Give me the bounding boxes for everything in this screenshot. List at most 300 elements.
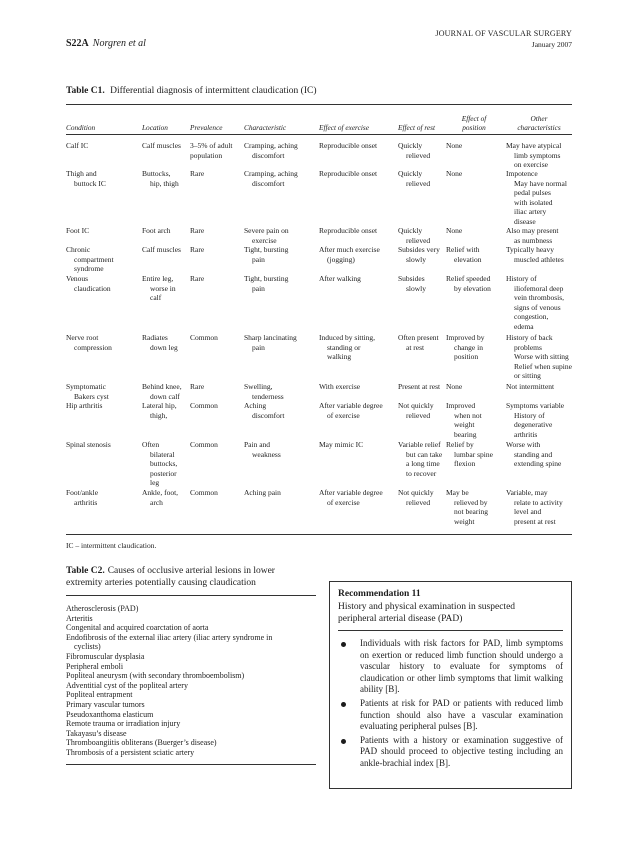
cell-line: of exercise — [327, 410, 360, 420]
cell-line: Worse with sitting — [514, 352, 569, 361]
cell-line: syndrome — [74, 264, 104, 273]
cell-line: Relief speeded — [446, 274, 491, 283]
list-item: cyclists) — [74, 642, 101, 652]
list-item: Primary vascular tumors — [66, 699, 145, 709]
table-c2-top-rule — [66, 595, 316, 596]
cell-line: Ankle, foot, — [142, 488, 179, 497]
cell-line: hip, thigh — [150, 178, 179, 188]
cell-prevalence — [190, 226, 244, 236]
cell-line: Also may present — [506, 226, 559, 235]
cell-line: Improved — [446, 401, 476, 410]
cell-line: Reproducible onset — [319, 226, 378, 235]
cell-line: as numbness — [514, 235, 553, 245]
recommendation-subtitle-line2: peripheral arterial disease (PAD) — [338, 614, 463, 624]
cell-line: Common — [190, 488, 218, 497]
cell-line: May have atypical — [506, 141, 562, 150]
cell-rest — [398, 141, 448, 160]
table-c1-footnote: IC – intermittent claudication. — [66, 541, 157, 550]
cell-line: relieved — [406, 410, 431, 420]
table-c1-bottom-rule — [66, 534, 572, 535]
cell-line: Aching — [244, 401, 267, 410]
cell-line: May mimic IC — [319, 440, 364, 449]
cell-line: Swelling, — [244, 382, 273, 391]
cell-line: Sharp lancinating — [244, 333, 297, 342]
table-c1-top-rule — [66, 104, 572, 105]
table-c2-list — [66, 604, 316, 758]
cell-line: buttocks, — [150, 459, 178, 468]
cell-line: May be — [446, 488, 469, 497]
cell-line: Severe pain on — [244, 226, 289, 235]
cell-line: tenderness — [252, 391, 284, 401]
recommendation-bullet — [338, 735, 563, 770]
cell-line: exercise — [252, 235, 277, 245]
cell-line: None — [446, 382, 463, 391]
cell-rest — [398, 488, 448, 507]
table-c1-title: Differential diagnosis of intermittent claudication (IC) — [110, 86, 317, 96]
cell-line: Venous — [66, 274, 89, 283]
cell-line: not bearing — [454, 507, 488, 516]
table-c1-header-rule — [66, 134, 572, 135]
cell-line: by elevation — [454, 283, 491, 293]
cell-line: Impotence — [506, 169, 538, 178]
cell-line: Calf muscles — [142, 245, 181, 254]
recommendation-bullet-text: Individuals with risk factors for PAD, limb symptoms on exertion or reduced limb function should undergo a vascular history to evaluate for symptoms of claudication or other limb symptoms that limit walking ability [B]. — [360, 638, 563, 695]
cell-line: down calf — [150, 391, 180, 401]
list-item: Adventitial cyst of the popliteal artery — [66, 680, 188, 690]
cell-line: Rare — [190, 226, 205, 235]
cell-line: standing or — [327, 342, 361, 352]
page-number: S22A — [66, 38, 89, 49]
cell-characteristic — [244, 382, 316, 401]
cell-line: Lateral hip, — [142, 401, 177, 410]
header-characteristic: Characteristic — [244, 122, 287, 132]
cell-line: standing and — [514, 449, 553, 459]
cell-line: After much exercise — [319, 245, 380, 254]
recommendation-bullet-text: Patients with a history or examination suggestive of PAD should proceed to objective testing including an ankle-brachial index [B]. — [360, 734, 563, 768]
cell-line: History of back — [506, 333, 553, 342]
cell-position — [446, 274, 504, 293]
journal-name: JOURNAL OF VASCULAR SURGERY — [435, 29, 572, 38]
cell-line: Worse with — [506, 440, 541, 449]
recommendation-rule — [338, 630, 563, 631]
cell-line: Chronic — [66, 245, 91, 254]
cell-line: thigh, — [150, 410, 168, 420]
cell-location — [142, 333, 190, 352]
cell-line: None — [446, 226, 463, 235]
cell-prevalence — [190, 488, 244, 498]
cell-exercise — [319, 245, 397, 264]
cell-line: relieved by — [454, 497, 488, 507]
cell-line: posterior — [150, 468, 177, 478]
cell-exercise — [319, 382, 397, 392]
cell-other — [506, 141, 572, 170]
cell-prevalence — [190, 245, 244, 255]
cell-exercise — [319, 226, 397, 236]
cell-line: 3–5% of adult — [190, 141, 233, 150]
authors: Norgren et al — [92, 38, 146, 49]
recommendation-subtitle-line1: History and physical examination in suspected — [338, 602, 516, 612]
cell-characteristic — [244, 226, 316, 245]
cell-other — [506, 488, 572, 526]
cell-line: level and — [514, 507, 542, 516]
cell-line: Variable relief — [398, 440, 441, 449]
cell-position — [446, 401, 504, 439]
header-effect-rest: Effect of rest — [398, 122, 436, 132]
cell-line: buttock IC — [74, 178, 106, 188]
cell-prevalence — [190, 169, 244, 179]
cell-position — [446, 245, 504, 264]
header-other — [506, 115, 572, 132]
cell-line: Spinal stenosis — [66, 440, 111, 449]
cell-line: Relief when supine — [514, 361, 572, 371]
cell-line: muscled athletes — [514, 254, 564, 264]
cell-line: History of — [506, 274, 537, 283]
cell-rest — [398, 401, 448, 420]
cell-position — [446, 488, 504, 526]
cell-exercise — [319, 169, 397, 179]
cell-other — [506, 245, 572, 264]
cell-characteristic — [244, 245, 316, 264]
cell-location — [142, 226, 190, 236]
cell-line: Induced by sitting, — [319, 333, 376, 342]
cell-line: arthritis — [514, 429, 538, 439]
issue-date: January 2007 — [531, 40, 572, 49]
cell-exercise — [319, 401, 397, 420]
cell-line: Quickly — [398, 169, 423, 178]
cell-line: pain — [252, 283, 265, 293]
cell-line: iliac artery — [514, 207, 547, 216]
bullet-icon — [341, 642, 346, 647]
cell-line: Typically heavy — [506, 245, 554, 254]
header-location: Location — [142, 122, 168, 132]
cell-line: Symptoms variable — [506, 401, 565, 410]
cell-line: Radiates — [142, 333, 168, 342]
cell-line: Often present — [398, 333, 439, 342]
cell-line: weight — [454, 516, 475, 526]
cell-line: relieved — [406, 150, 431, 160]
cell-line: flexion — [454, 459, 476, 468]
cell-line: discomfort — [252, 150, 285, 160]
cell-line: Often — [142, 440, 160, 449]
cell-location — [142, 245, 190, 255]
cell-line: extending spine — [514, 459, 562, 468]
cell-line: Thigh and — [66, 169, 97, 178]
header-prevalence: Prevalence — [190, 122, 223, 132]
header-effect-position-line1: Effect of — [461, 114, 487, 123]
cell-line: pain — [252, 254, 265, 264]
bullet-icon — [341, 739, 346, 744]
cell-line: when not — [454, 410, 482, 420]
cell-line: May have normal — [514, 178, 567, 188]
cell-line: Rare — [190, 382, 205, 391]
cell-line: Symptomatic — [66, 382, 106, 391]
recommendation-title: Recommendation 11 — [338, 589, 421, 599]
recommendation-box — [329, 581, 572, 789]
cell-line: Tight, bursting — [244, 245, 289, 254]
cell-rest — [398, 274, 448, 293]
list-item: Fibromuscular dysplasia — [66, 651, 145, 661]
cell-line: Variable, may — [506, 488, 548, 497]
cell-line: signs of venous — [514, 302, 561, 312]
cell-line: Foot arch — [142, 226, 171, 235]
cell-line: arthritis — [74, 497, 98, 507]
cell-line: Not quickly — [398, 401, 434, 410]
cell-line: Quickly — [398, 226, 423, 235]
cell-location — [142, 141, 190, 151]
cell-condition — [66, 440, 140, 450]
cell-condition — [66, 382, 140, 401]
cell-line: Subsides — [398, 274, 425, 283]
cell-rest — [398, 333, 448, 352]
list-item: Atherosclerosis (PAD) — [66, 604, 139, 613]
cell-line: vein thrombosis, — [514, 293, 564, 302]
cell-line: pain — [252, 342, 265, 352]
cell-line: of exercise — [327, 497, 360, 507]
cell-line: a long time — [406, 459, 440, 468]
table-c1-caption — [66, 86, 316, 96]
cell-rest — [398, 440, 448, 478]
cell-line: Common — [190, 440, 218, 449]
cell-line: position — [454, 352, 479, 361]
recommendation-bullet — [338, 698, 563, 733]
cell-line: Buttocks, — [142, 169, 171, 178]
cell-line: Entire leg, — [142, 274, 174, 283]
table-c2-title-line1: Causes of occlusive arterial lesions in lower — [107, 566, 275, 576]
cell-line: Reproducible onset — [319, 141, 378, 150]
table-c1-header — [66, 108, 572, 134]
cell-line: Not intermittent — [506, 382, 555, 391]
cell-condition — [66, 333, 140, 352]
cell-characteristic — [244, 274, 316, 293]
cell-line: at rest — [406, 342, 425, 352]
cell-characteristic — [244, 169, 316, 188]
cell-line: History of — [514, 410, 545, 420]
cell-line: bilateral — [150, 449, 175, 459]
cell-line: change in — [454, 342, 483, 352]
cell-exercise — [319, 440, 397, 450]
cell-line: Behind knee, — [142, 382, 182, 391]
cell-line: iliofemoral deep — [514, 283, 564, 293]
cell-location — [142, 382, 190, 401]
cell-prevalence — [190, 382, 244, 392]
cell-line: After variable degree — [319, 488, 383, 497]
cell-line: weakness — [252, 449, 281, 459]
cell-line: Foot IC — [66, 226, 90, 235]
cell-location — [142, 274, 190, 303]
cell-exercise — [319, 141, 397, 151]
list-item: Congenital and acquired coarctation of aorta — [66, 623, 209, 633]
list-item: Remote trauma or irradiation injury — [66, 719, 181, 729]
cell-line: compartment — [74, 254, 114, 264]
cell-condition — [66, 141, 140, 151]
cell-line: slowly — [406, 283, 427, 293]
cell-other — [506, 169, 572, 226]
table-c1-label: Table C1. — [66, 86, 105, 96]
cell-rest — [398, 382, 448, 392]
cell-line: elevation — [454, 254, 482, 264]
list-item: Pseudoxanthoma elasticum — [66, 709, 154, 719]
cell-line: Subsides very — [398, 245, 440, 254]
cell-other — [506, 401, 572, 439]
cell-line: problems — [514, 342, 542, 352]
cell-line: Tight, bursting — [244, 274, 289, 283]
cell-line: but can take — [406, 449, 443, 459]
bullet-icon — [341, 702, 346, 707]
cell-condition — [66, 488, 140, 507]
cell-line: Relief with — [446, 245, 480, 254]
header-effect-position — [446, 115, 502, 132]
cell-line: relieved — [406, 178, 431, 188]
table-c2-caption — [66, 565, 316, 589]
cell-line: relieved — [406, 497, 431, 507]
cell-line: limb symptoms — [514, 150, 561, 160]
list-item: Thrombosis of a persistent sciatic artery — [66, 747, 195, 757]
cell-line: arch — [150, 497, 163, 507]
list-item: Peripheral emboli — [66, 661, 124, 671]
cell-line: disease — [514, 216, 536, 226]
page-header — [66, 38, 146, 49]
cell-location — [142, 169, 190, 188]
cell-line: worse in — [150, 283, 176, 293]
cell-other — [506, 274, 572, 331]
cell-condition — [66, 226, 140, 236]
cell-other — [506, 440, 572, 469]
cell-prevalence — [190, 141, 244, 160]
cell-line: compression — [74, 342, 112, 352]
recommendation-bullet-text: Patients at risk for PAD or patients with reduced limb function should also have a vascular examination evaluating peripheral pulses [B]. — [360, 697, 563, 732]
cell-other — [506, 226, 572, 245]
list-item: Thromboangiitis obliterans (Buerger’s disease) — [66, 738, 217, 748]
cell-line: to recover — [406, 468, 437, 478]
cell-line: present at rest — [514, 516, 556, 526]
cell-line: degenerative — [514, 420, 553, 429]
header-other-line2: characteristics — [517, 122, 561, 132]
cell-condition — [66, 245, 140, 274]
cell-characteristic — [244, 401, 316, 420]
cell-line: Aching pain — [244, 488, 281, 497]
cell-prevalence — [190, 274, 244, 284]
cell-prevalence — [190, 440, 244, 450]
cell-position — [446, 440, 504, 469]
cell-line: Hip arthritis — [66, 401, 103, 410]
cell-line: pedal pulses — [514, 188, 551, 197]
cell-line: Rare — [190, 169, 205, 178]
cell-characteristic — [244, 440, 316, 459]
cell-line: claudication — [74, 283, 111, 293]
cell-line: Improved by — [446, 333, 485, 342]
recommendation-subtitle — [338, 601, 563, 625]
cell-prevalence — [190, 333, 244, 343]
cell-exercise — [319, 274, 397, 284]
cell-line: down leg — [150, 342, 178, 352]
table-c2-title-line2: extremity arteries potentially causing claudication — [66, 578, 256, 588]
cell-position — [446, 169, 504, 179]
list-item: Popliteal aneurysm (with secondary thromboembolism) — [66, 671, 245, 681]
header-condition: Condition — [66, 122, 96, 132]
cell-line: bearing — [454, 429, 477, 439]
cell-line: calf — [150, 293, 162, 302]
list-item: Popliteal entrapment — [66, 690, 133, 700]
cell-line: Quickly — [398, 141, 423, 150]
cell-line: edema — [514, 321, 534, 331]
cell-line: Rare — [190, 274, 205, 283]
cell-line: discomfort — [252, 410, 285, 420]
list-item: Takayasu’s disease — [66, 728, 127, 738]
cell-line: with isolated — [514, 197, 553, 207]
cell-line: Calf muscles — [142, 141, 181, 150]
cell-line: relate to activity — [514, 497, 563, 507]
cell-line: Cramping, aching — [244, 141, 298, 150]
cell-line: Common — [190, 333, 218, 342]
cell-line: weight — [454, 420, 475, 429]
cell-line: (jogging) — [327, 254, 355, 264]
cell-line: congestion, — [514, 312, 549, 321]
cell-other — [506, 333, 572, 381]
cell-condition — [66, 169, 140, 188]
cell-line: Nerve root — [66, 333, 99, 342]
cell-line: leg — [150, 478, 160, 487]
cell-line: With exercise — [319, 382, 361, 391]
cell-line: After walking — [319, 274, 361, 283]
cell-position — [446, 226, 504, 236]
header-effect-position-line2: position — [462, 122, 486, 132]
recommendation-bullet — [338, 638, 563, 696]
cell-condition — [66, 274, 140, 293]
cell-line: lumbar spine — [454, 449, 493, 459]
cell-line: Common — [190, 401, 218, 410]
cell-line: Relief by — [446, 440, 474, 449]
cell-line: None — [446, 169, 463, 178]
cell-rest — [398, 245, 448, 264]
cell-line: discomfort — [252, 178, 285, 188]
list-item: Arteritis — [66, 613, 93, 623]
cell-line: slowly — [406, 254, 427, 264]
cell-position — [446, 141, 504, 151]
cell-rest — [398, 169, 448, 188]
cell-line: walking — [327, 352, 352, 361]
cell-line: population — [190, 150, 223, 160]
cell-line: on exercise — [514, 160, 548, 169]
cell-line: Reproducible onset — [319, 169, 378, 178]
list-item: Endofibrosis of the external iliac artery (iliac artery syndrome in — [66, 632, 273, 642]
cell-line: Foot/ankle — [66, 488, 99, 497]
header-effect-exercise: Effect of exercise — [319, 122, 369, 132]
cell-line: Cramping, aching — [244, 169, 298, 178]
cell-line: Not quickly — [398, 488, 434, 497]
cell-characteristic — [244, 141, 316, 160]
cell-line: Rare — [190, 245, 205, 254]
cell-other — [506, 382, 572, 392]
cell-condition — [66, 401, 140, 411]
cell-line: Present at rest — [398, 382, 441, 391]
cell-characteristic — [244, 333, 316, 352]
cell-line: or sitting — [514, 371, 541, 380]
cell-rest — [398, 226, 448, 245]
header-other-line1: Other — [530, 114, 548, 123]
cell-exercise — [319, 333, 397, 362]
cell-line: Calf IC — [66, 141, 89, 150]
cell-location — [142, 440, 190, 488]
cell-position — [446, 333, 504, 362]
cell-line: After variable degree — [319, 401, 383, 410]
table-c2-label: Table C2. — [66, 566, 105, 576]
cell-characteristic — [244, 488, 316, 498]
cell-line: Pain and — [244, 440, 271, 449]
cell-line: None — [446, 141, 463, 150]
cell-line: relieved — [406, 235, 431, 245]
cell-location — [142, 401, 190, 420]
cell-location — [142, 488, 190, 507]
